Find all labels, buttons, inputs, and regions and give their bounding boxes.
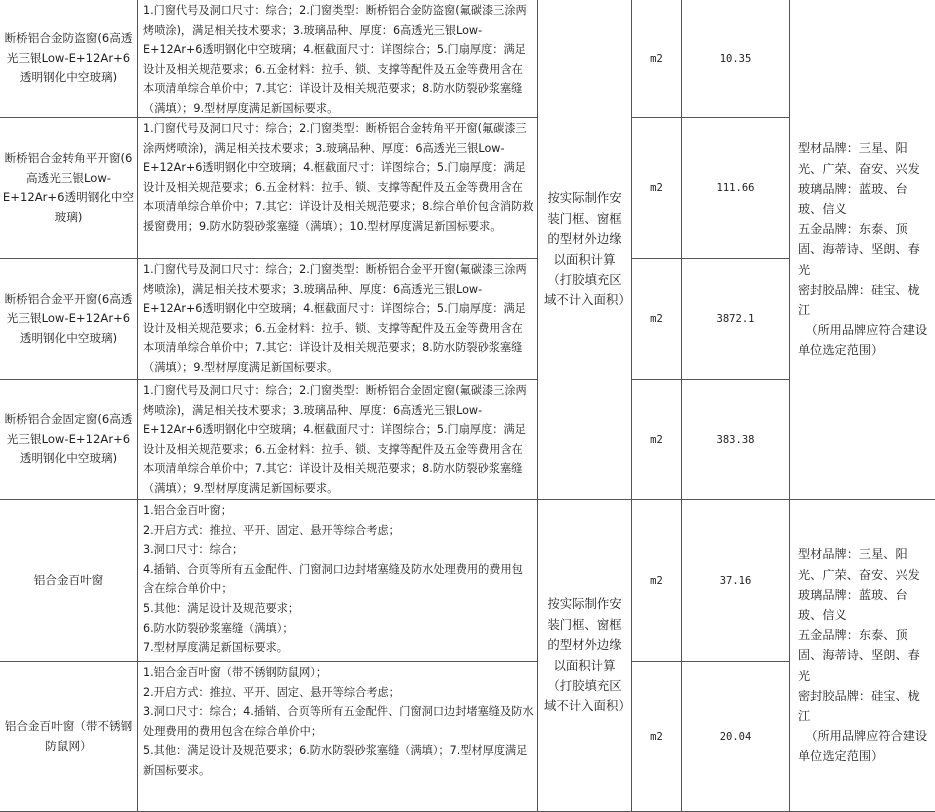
item-description-line: 3.洞口尺寸：综合；4.插销、合页等所有五金配件、门窗洞口边封堵塞缝及防水处理费用的费用包含在综合单价中； [143, 705, 534, 738]
item-description-cell [138, 259, 538, 380]
item-description-line: 1.门窗代号及洞口尺寸：综合；2.门窗类型：断桥铝合金平开窗(氟碳漆三涂两烤喷涂)，满足相关技术要求；3.玻璃品种、厚度：6高透光三银Low-E+12Ar+6透明钢化中空玻璃；4.框截面尺寸：详图综合；5.门扇厚度：满足设计及相关规范要求；6.五金材料：拉手、锁、支撑等配件及五金等费用含在本项清单综合单价中；7.其它：详设计及相关规范要求；8.防水防裂砂浆塞缝（满填）；9.型材厚度满足新国标要求。 [143, 263, 527, 374]
quantity-cell [682, 380, 790, 500]
brand-line: 型材品牌：三星、阳光、广荣、奋安、兴发 [798, 547, 920, 582]
item-description-line: 5.其他：满足设计及规范要求；6.防水防裂砂浆塞缝（满填）；7.型材厚度满足新国标要求。 [143, 744, 528, 777]
item-description-cell [138, 380, 538, 500]
brand-requirements-cell [790, 500, 935, 812]
brand-line: （所用品牌应符合建设单位选定范围） [798, 729, 928, 764]
item-name-cell [0, 500, 138, 662]
measurement-rule-cell [538, 500, 632, 812]
item-description-line: 1.门窗代号及洞口尺寸：综合；2.门窗类型：断桥铝合金固定窗(氟碳漆三涂两烤喷涂)，满足相关技术要求；3.玻璃品种、厚度：6高透光三银Low-E+12Ar+6透明钢化中空玻璃；4.框截面尺寸：详图综合；5.门扇厚度：满足设计及相关规范要求；6.五金材料：拉手、锁、支撑等配件及五金等费用含在本项清单综合单价中；7.其它：详设计及相关规范要求；8.防水防裂砂浆塞缝（满填）；9.型材厚度满足新国标要求。 [143, 384, 527, 495]
quantity: 37.16 [719, 574, 752, 587]
item-description-line: 2.开启方式：推拉、平开、固定、悬开等综合考虑； [143, 523, 400, 537]
brand-requirements-cell [790, 0, 935, 500]
item-description-cell [138, 0, 538, 118]
brand-line: 密封胶品牌：硅宝、栊江 [798, 282, 920, 317]
item-description-line: 2.开启方式：推拉、平开、固定、悬开等综合考虑； [143, 685, 400, 699]
item-name: 断桥铝合金防盗窗(6高透光三银Low-E+12Ar+6透明钢化中空玻璃) [4, 31, 133, 85]
item-name-cell [0, 259, 138, 380]
brand-line: 五金品牌：东泰、顶固、海蒂诗、坚朗、春光 [798, 222, 920, 277]
item-name: 断桥铝合金转角平开窗(6高透光三银Low-E+12Ar+6透明钢化中空玻璃) [2, 151, 135, 224]
item-name-cell [0, 0, 138, 118]
brand-line: 型材品牌：三星、阳光、广荣、奋安、兴发 [798, 141, 920, 176]
unit: m2 [650, 730, 663, 743]
quantity: 10.35 [719, 52, 752, 65]
brand-line: 五金品牌：东泰、顶固、海蒂诗、坚朗、春光 [798, 628, 920, 683]
item-description-line: 4.插销、合页等所有五金配件、门窗洞口边封堵塞缝及防水处理费用的费用包含在综合单价中； [143, 562, 523, 596]
item-description-cell [138, 118, 538, 259]
item-name: 铝合金百叶窗 [33, 572, 104, 587]
item-description-cell [138, 662, 538, 812]
unit-cell [632, 380, 682, 500]
item-name-cell [0, 662, 138, 812]
item-name-cell [0, 118, 138, 259]
unit-cell [632, 0, 682, 118]
item-description-cell [138, 500, 538, 662]
unit: m2 [650, 52, 663, 65]
item-name: 铝合金百叶窗（带不锈钢防鼠网） [4, 719, 133, 753]
unit-cell [632, 118, 682, 259]
item-name: 断桥铝合金平开窗(6高透光三银Low-E+12Ar+6透明钢化中空玻璃) [4, 291, 133, 345]
item-description-line: 1.铝合金百叶窗； [143, 504, 232, 517]
quantity-cell [682, 118, 790, 259]
item-description-line: 1.门窗代号及洞口尺寸：综合；2.门窗类型：断桥铝合金防盗窗(氟碳漆三涂两烤喷涂)，满足相关技术要求；3.玻璃品种、厚度：6高透光三银Low-E+12Ar+6透明钢化中空玻璃；4.框截面尺寸：详图综合；5.门扇厚度：满足设计及相关规范要求；6.五金材料：拉手、锁、支撑等配件及五金等费用含在本项清单综合单价中；7.其它：详设计及相关规范要求；8.防水防裂砂浆塞缝（满填）；9.型材厚度满足新国标要求。 [143, 4, 527, 115]
unit-cell [632, 500, 682, 662]
brand-line: 玻璃品牌：蓝玻、台玻、信义 [798, 181, 908, 216]
item-description-line: 7.型材厚度满足新国标要求。 [143, 641, 288, 655]
item-name-cell [0, 380, 138, 500]
brand-list [798, 544, 931, 766]
unit: m2 [650, 574, 663, 587]
measurement-rule-cell [538, 0, 632, 500]
quantity-cell [682, 662, 790, 812]
item-description-line: 1.铝合金百叶窗（带不锈钢防鼠网）； [143, 666, 328, 679]
quantity-cell [682, 259, 790, 380]
quantity-cell [682, 500, 790, 662]
item-description-line: 1.门窗代号及洞口尺寸：综合；2.门窗类型：断桥铝合金转角平开窗(氟碳漆三涂两烤喷涂)，满足相关技术要求；3.玻璃品种、厚度：6高透光三银Low-E+12Ar+6透明钢化中空玻璃；4.框截面尺寸：详图综合；5.门扇厚度：满足设计及相关规范要求；6.五金材料：拉手、锁、支撑等配件及五金等费用含在本项清单综合单价中；7.其它：详设计及相关规范要求；8.综合单价包含消防救援窗费用；9.防水防裂砂浆塞缝（满填）；10.型材厚度满足新国标要求。 [143, 122, 534, 233]
unit-cell [632, 259, 682, 380]
quantity: 383.38 [716, 433, 755, 446]
brand-line: 玻璃品牌：蓝玻、台玻、信义 [798, 587, 908, 622]
item-description-line: 3.洞口尺寸：综合； [143, 543, 244, 557]
measurement-rule: 按实际制作安装门框、窗框的型材外边缘以面积计算（打胶填充区域不计入面积） [544, 190, 631, 308]
quantity: 3872.1 [716, 313, 755, 325]
brand-list [798, 138, 931, 360]
brand-line: （所用品牌应符合建设单位选定范围） [798, 323, 928, 358]
item-name: 断桥铝合金固定窗(6高透光三银Low-E+12Ar+6透明钢化中空玻璃) [4, 412, 133, 466]
unit: m2 [650, 182, 663, 194]
quantity-cell [682, 0, 790, 118]
unit-cell [632, 662, 682, 812]
unit: m2 [650, 433, 663, 446]
quantity: 111.66 [716, 182, 755, 194]
item-description-line: 5.其他：满足设计及规范要求； [143, 601, 300, 615]
brand-line: 密封胶品牌：硅宝、栊江 [798, 688, 920, 723]
unit: m2 [650, 313, 663, 325]
quantity: 20.04 [719, 730, 752, 743]
measurement-rule: 按实际制作安装门框、窗框的型材外边缘以面积计算（打胶填充区域不计入面积） [544, 596, 631, 714]
item-description-line: 6.防水防裂砂浆塞缝（满填）； [143, 621, 294, 635]
